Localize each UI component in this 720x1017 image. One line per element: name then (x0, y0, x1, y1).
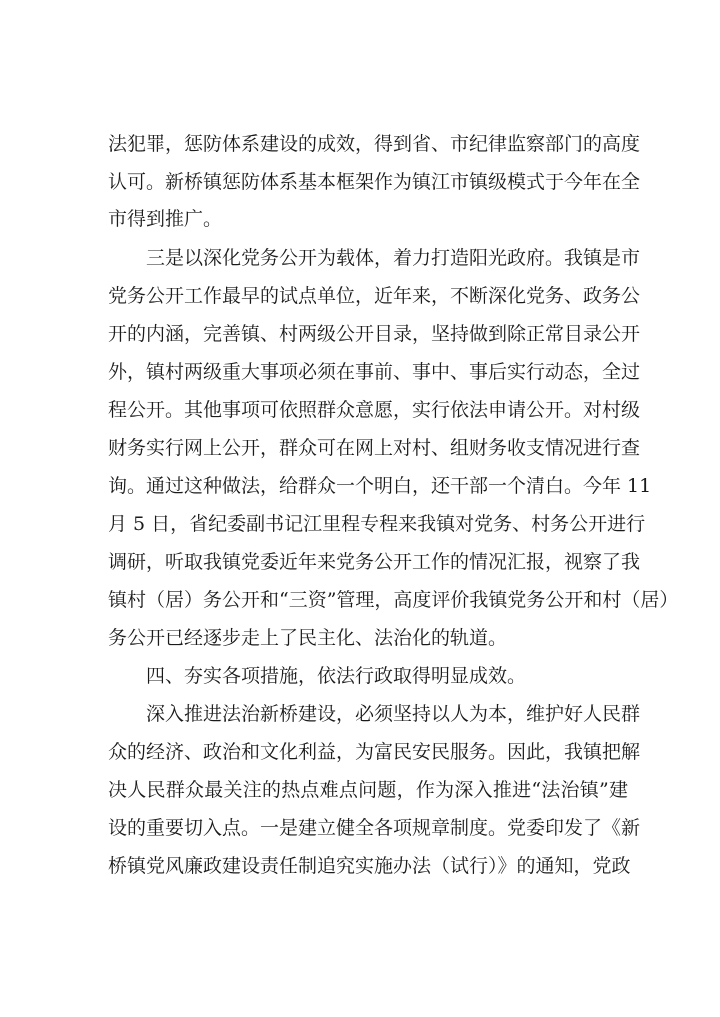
text-line: 月 5 日，省纪委副书记江里程专程来我镇对党务、村务公开进行 (108, 513, 646, 535)
text-line: 党务公开工作最早的试点单位，近年来，不断深化党务、政务公 (108, 285, 641, 307)
text-line: 深入推进法治新桥建设，必须坚持以人为本，维护好人民群 (108, 703, 641, 725)
text-line: 开的内涵，完善镇、村两级公开目录，坚持做到除正常目录公开 (108, 323, 641, 345)
text-line: 众的经济、政治和文化利益，为富民安民服务。因此，我镇把解 (108, 741, 641, 763)
text-line: 询。通过这种做法，给群众一个明白，还干部一个清白。今年 11 (108, 475, 652, 497)
text-line: 市得到推广。 (108, 208, 223, 230)
text-line: 桥镇党风廉政建设责任制追究实施办法（试行）》的通知，党政 (108, 855, 631, 877)
text-line: 决人民群众最关注的热点难点问题，作为深入推进“法治镇”建 (108, 779, 628, 801)
text-line: 设的重要切入点。一是建立健全各项规章制度。党委印发了《新 (108, 817, 641, 839)
text-line: 认可。新桥镇惩防体系基本框架作为镇江市镇级模式于今年在全 (108, 171, 641, 193)
text-line: 镇村（居）务公开和“三资”管理，高度评价我镇党务公开和村（居） (108, 589, 679, 611)
text-line: 财务实行网上公开，群众可在网上对村、组财务收支情况进行查 (108, 437, 641, 459)
section-heading: 四、夯实各项措施，依法行政取得明显成效。 (108, 665, 527, 687)
text-line: 务公开已经逐步走上了民主化、法治化的轨道。 (108, 627, 508, 649)
text-line: 程公开。其他事项可依照群众意愿，实行依法申请公开。对村级 (108, 399, 641, 421)
text-line: 调研，听取我镇党委近年来党务公开工作的情况汇报，视察了我 (108, 551, 641, 573)
text-line: 三是以深化党务公开为载体，着力打造阳光政府。我镇是市 (108, 247, 641, 269)
text-line: 外，镇村两级重大事项必须在事前、事中、事后实行动态，全过 (108, 361, 641, 383)
text-line: 法犯罪，惩防体系建设的成效，得到省、市纪律监察部门的高度 (108, 133, 641, 155)
